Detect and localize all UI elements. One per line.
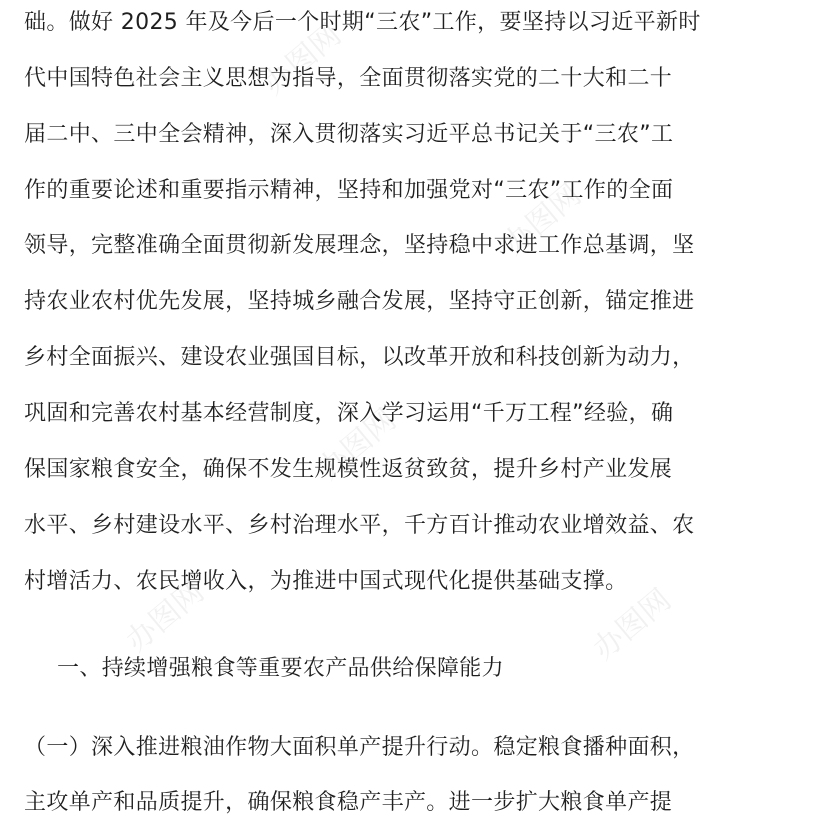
body-text-line: 巩固和完善农村基本经营制度，深入学习运用“千万工程”经验，确 — [24, 401, 674, 426]
watermark: 办图网 — [119, 574, 211, 660]
body-text-line: 保国家粮食安全，确保不发生规模性返贫致贫，提升乡村产业发展 — [24, 457, 673, 482]
body-text-line: 村增活力、农民增收入，为推进中国式现代化提供基础支撑。 — [24, 569, 628, 594]
watermark: 办图网 — [311, 402, 403, 488]
body-text-line: 领导，完整准确全面贯彻新发展理念，坚持稳中求进工作总基调，坚 — [24, 233, 695, 258]
section-heading: 一、持续增强粮食等重要农产品供给保障能力 — [57, 656, 505, 681]
body-text-line: 础。做好 2025 年及今后一个时期“三农”工作，要坚持以习近平新时 — [24, 10, 701, 35]
watermark: 办图网 — [256, 17, 348, 103]
body-text-line-cut: 主攻单产和品质提升，确保粮食稳产丰产。进一步扩大粮食单产提 — [24, 790, 673, 815]
body-text-line: 代中国特色社会主义思想为指导，全面贯彻落实党的二十大和二十 — [24, 66, 673, 91]
body-text-line: 作的重要论述和重要指示精神，坚持和加强党对“三农”工作的全面 — [24, 178, 674, 203]
body-text-line: 乡村全面振兴、建设农业强国目标，以改革开放和科技创新为动力， — [24, 345, 695, 370]
body-text-line: 届二中、三中全会精神，深入贯彻落实习近平总书记关于“三农”工 — [24, 122, 674, 147]
body-text-line: 水平、乡村建设水平、乡村治理水平，千方百计推动农业增效益、农 — [24, 513, 695, 538]
body-text-line: 持农业农村优先发展，坚持城乡融合发展，坚持守正创新，锚定推进 — [24, 289, 695, 314]
watermark: 办图网 — [586, 582, 678, 668]
watermark: 办图网 — [496, 177, 588, 263]
subsection-line: （一）深入推进粮油作物大面积单产提升行动。稳定粮食播种面积， — [24, 735, 695, 760]
